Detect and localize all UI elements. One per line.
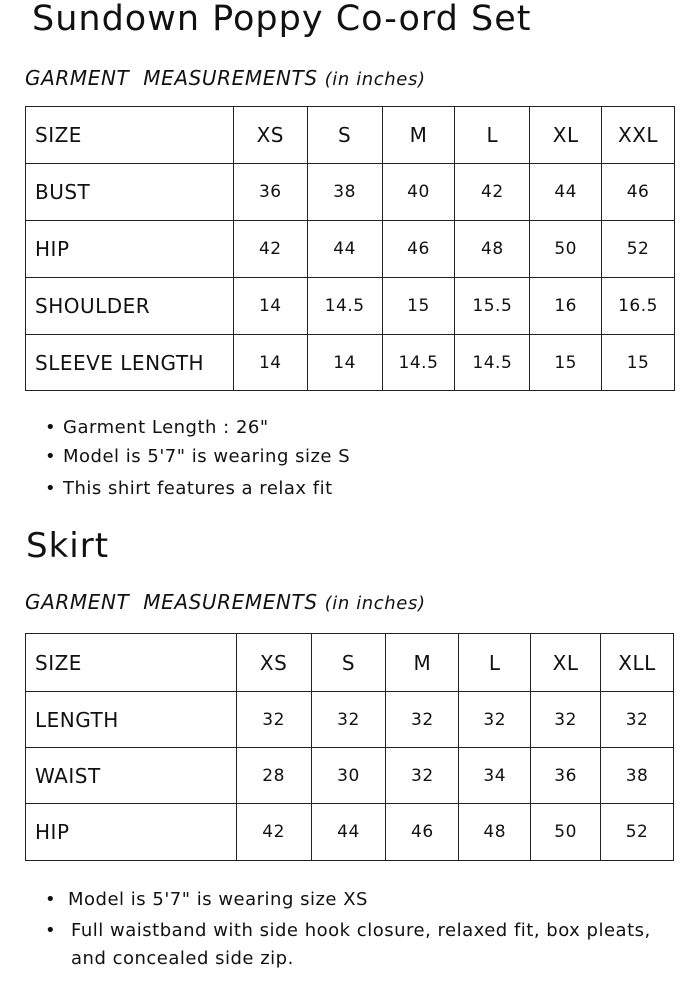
value-cell: 52 [602, 221, 675, 278]
row-label-cell: WAIST [26, 748, 237, 804]
value-cell: 14.5 [307, 278, 382, 335]
value-cell: 15 [382, 278, 455, 335]
shirt-notes-list [25, 416, 685, 504]
value-cell: 44 [530, 164, 602, 221]
shirt-measurements-table [25, 106, 675, 391]
skirt-measurements-heading [25, 590, 426, 614]
value-cell: 16 [530, 278, 602, 335]
note-item: • Full waistband with side hook closure, relaxed fit, box pleats, and concealed side zip. [25, 917, 685, 973]
value-cell: 32 [386, 748, 459, 804]
value-cell: 36 [531, 748, 601, 804]
value-cell: 30 [311, 748, 386, 804]
header-cell-size-label: L [455, 107, 530, 164]
value-cell: 32 [531, 692, 601, 748]
page-title: Sundown Poppy Co-ord Set [32, 0, 532, 39]
table-row [26, 804, 674, 861]
value-cell: 15 [602, 335, 675, 391]
row-label-cell: HIP [26, 804, 237, 861]
value-cell: 38 [601, 748, 674, 804]
table-row [26, 164, 675, 221]
value-cell: 32 [601, 692, 674, 748]
value-cell: 32 [311, 692, 386, 748]
value-cell: 14.5 [455, 335, 530, 391]
skirt-measurements-table [25, 633, 674, 861]
value-cell: 14.5 [382, 335, 455, 391]
table-row [26, 278, 675, 335]
header-cell-size-label: M [382, 107, 455, 164]
shirt-unit-note: (in inches) [324, 69, 426, 90]
skirt-notes-list [25, 886, 685, 973]
value-cell: 44 [311, 804, 386, 861]
value-cell: 16.5 [602, 278, 675, 335]
table-row [26, 748, 674, 804]
row-label-cell: HIP [26, 221, 234, 278]
row-label-cell: SHOULDER [26, 278, 234, 335]
header-cell-size-label: XL [531, 634, 601, 692]
shirt-measurements-label: GARMENT MEASUREMENTS [25, 66, 318, 90]
value-cell: 46 [602, 164, 675, 221]
value-cell: 32 [236, 692, 311, 748]
value-cell: 42 [233, 221, 307, 278]
value-cell: 48 [455, 221, 530, 278]
header-cell-size-label: XS [236, 634, 311, 692]
note-item: • Model is 5'7" is wearing size S [25, 440, 685, 474]
value-cell: 50 [530, 221, 602, 278]
header-cell-size-label: M [386, 634, 459, 692]
skirt-section-title: Skirt [26, 526, 110, 566]
value-cell: 14 [233, 278, 307, 335]
header-cell-size: SIZE [26, 107, 234, 164]
value-cell: 40 [382, 164, 455, 221]
value-cell: 36 [233, 164, 307, 221]
note-item: • This shirt features a relax fit [25, 474, 685, 504]
value-cell: 50 [531, 804, 601, 861]
value-cell: 42 [455, 164, 530, 221]
value-cell: 28 [236, 748, 311, 804]
value-cell: 15 [530, 335, 602, 391]
note-item: • Garment Length : 26" [25, 416, 685, 440]
header-cell-size: SIZE [26, 634, 237, 692]
value-cell: 14 [307, 335, 382, 391]
table-row [26, 692, 674, 748]
skirt-measurements-label: GARMENT MEASUREMENTS [25, 590, 318, 614]
table-row [26, 221, 675, 278]
value-cell: 48 [459, 804, 531, 861]
table-header-row [26, 634, 674, 692]
header-cell-size-label: XXL [602, 107, 675, 164]
header-cell-size-label: L [459, 634, 531, 692]
table-row [26, 335, 675, 391]
value-cell: 44 [307, 221, 382, 278]
header-cell-size-label: XS [233, 107, 307, 164]
value-cell: 32 [459, 692, 531, 748]
shirt-measurements-heading [25, 66, 426, 90]
row-label-cell: LENGTH [26, 692, 237, 748]
value-cell: 42 [236, 804, 311, 861]
value-cell: 32 [386, 692, 459, 748]
header-cell-size-label: S [311, 634, 386, 692]
header-cell-size-label: S [307, 107, 382, 164]
header-cell-size-label: XLL [601, 634, 674, 692]
skirt-unit-note: (in inches) [324, 593, 426, 614]
table-header-row [26, 107, 675, 164]
value-cell: 52 [601, 804, 674, 861]
row-label-cell: SLEEVE LENGTH [26, 335, 234, 391]
value-cell: 38 [307, 164, 382, 221]
note-item: • Model is 5'7" is wearing size XS [25, 886, 685, 914]
value-cell: 34 [459, 748, 531, 804]
row-label-cell: BUST [26, 164, 234, 221]
value-cell: 15.5 [455, 278, 530, 335]
header-cell-size-label: XL [530, 107, 602, 164]
value-cell: 46 [386, 804, 459, 861]
value-cell: 46 [382, 221, 455, 278]
value-cell: 14 [233, 335, 307, 391]
